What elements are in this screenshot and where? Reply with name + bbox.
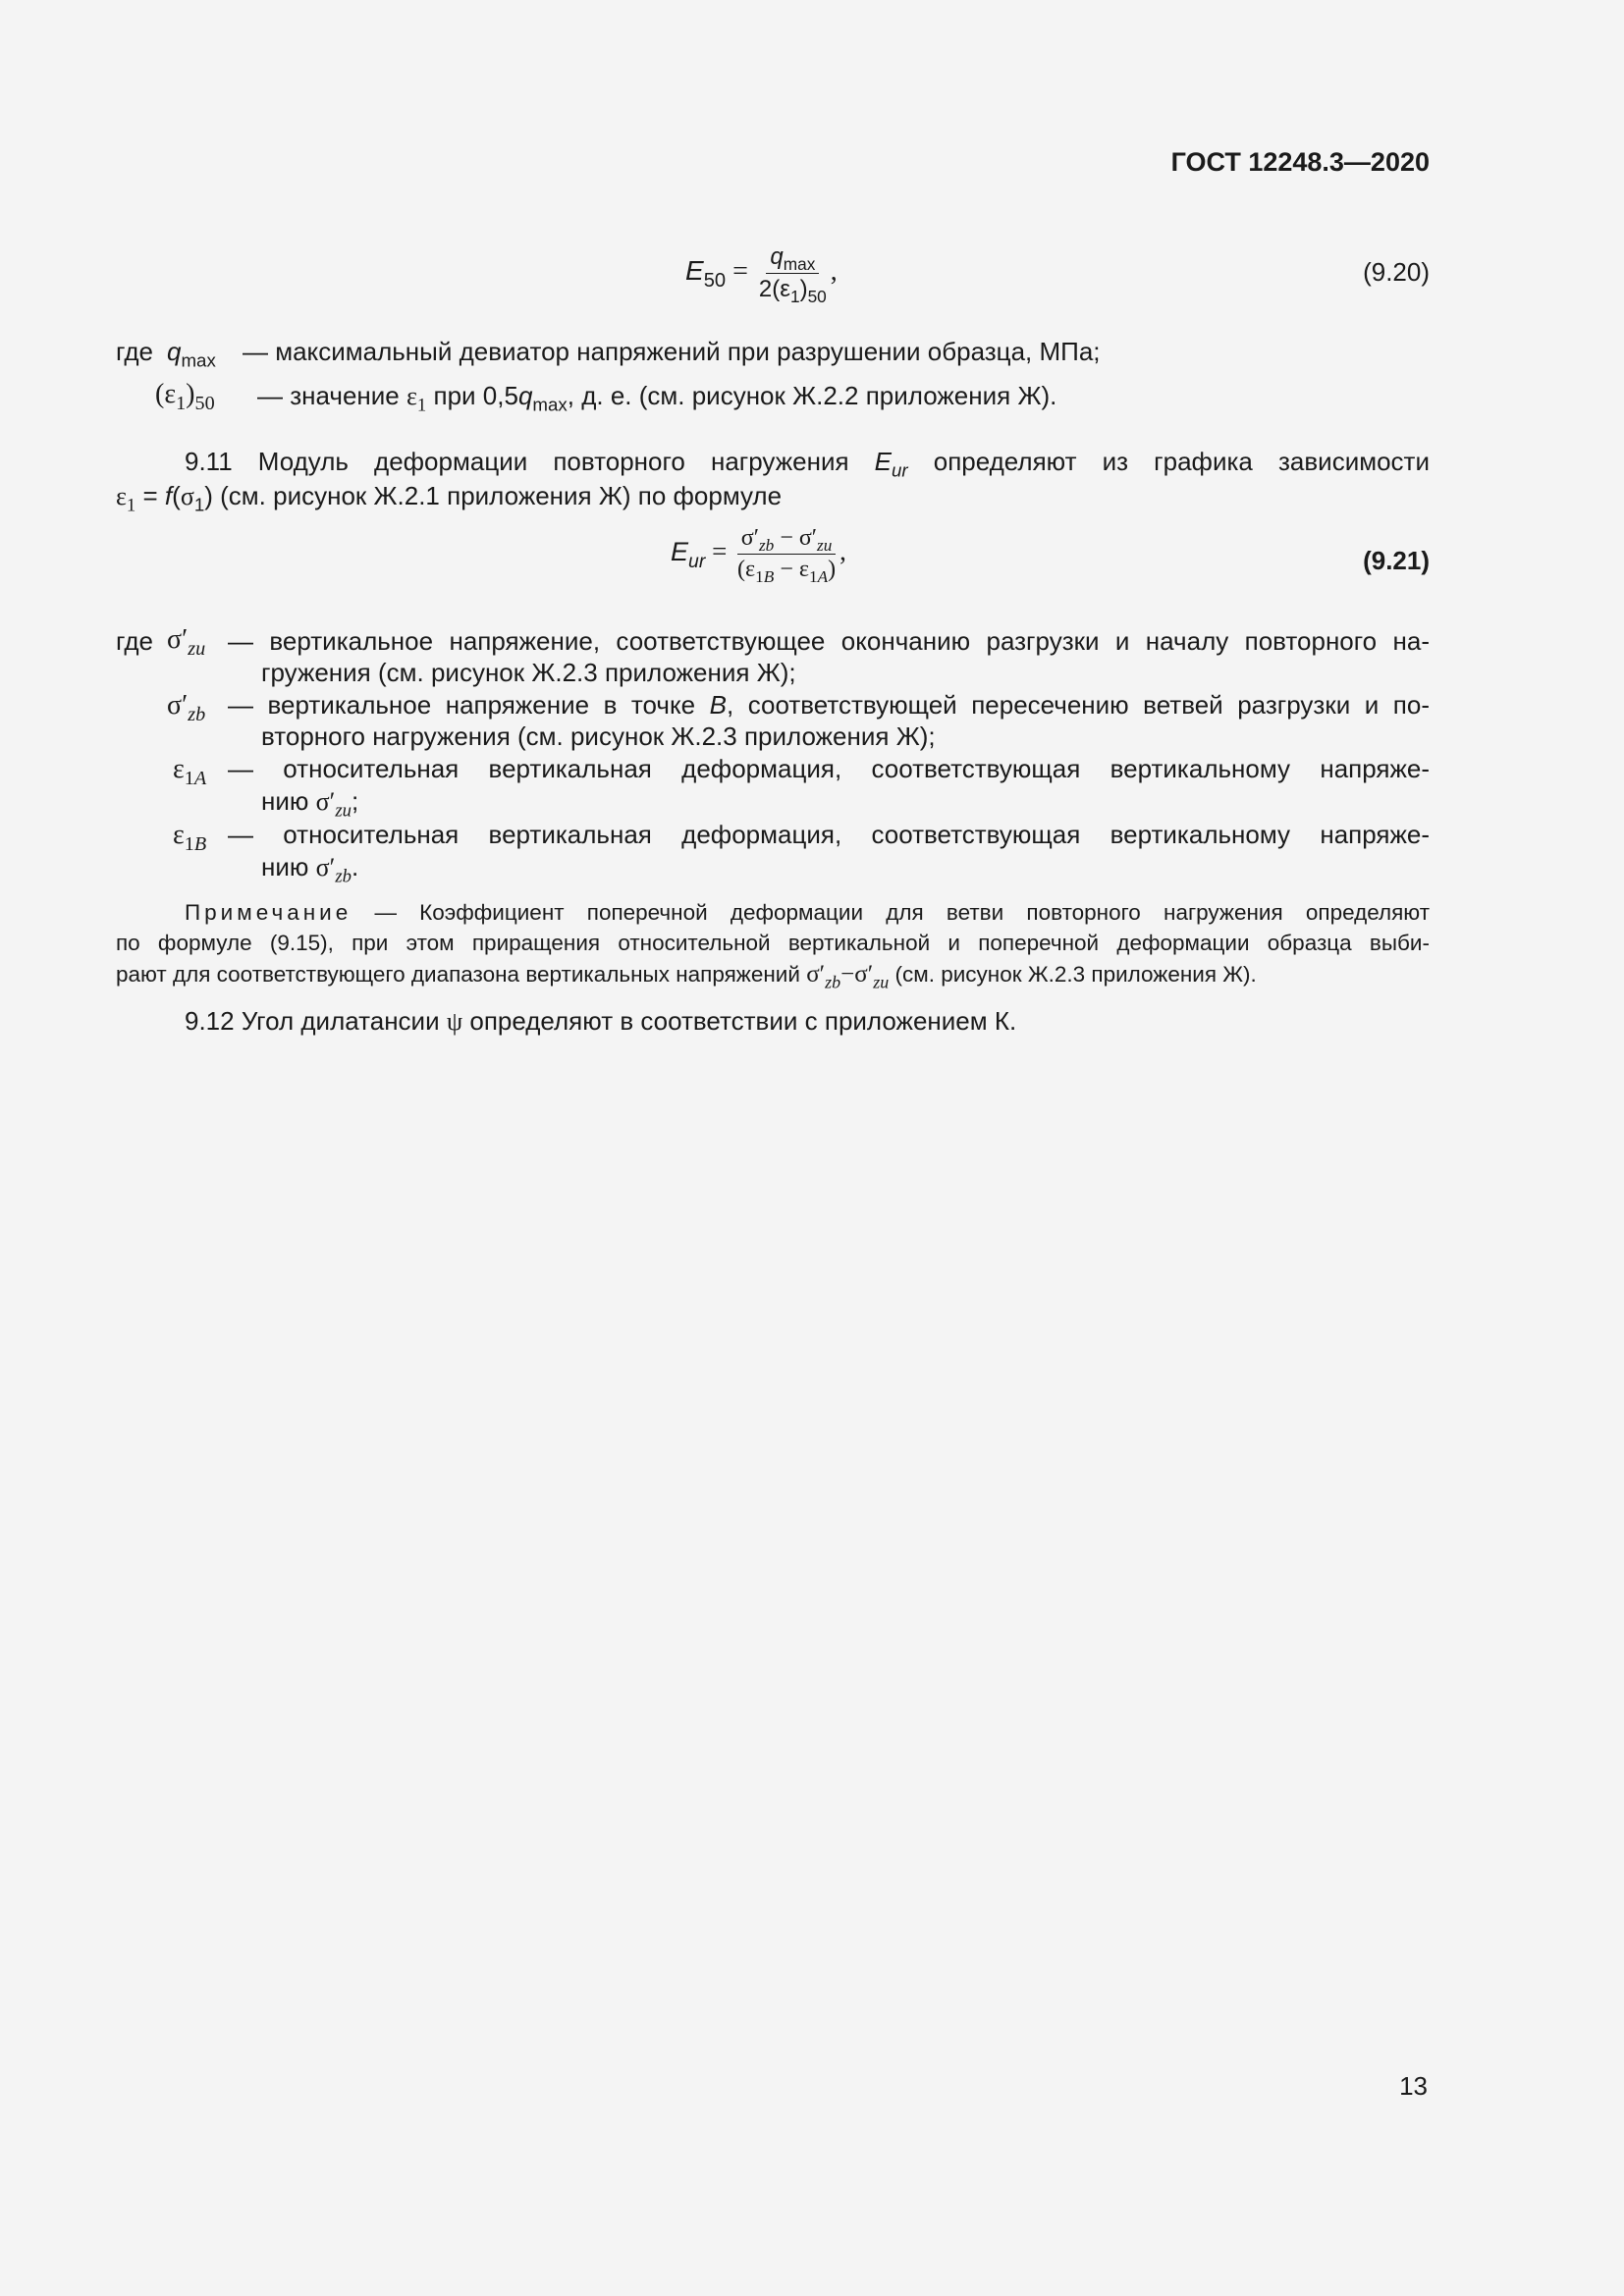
symbol-sigma-zb: $\sigma'_{zb}$ — [167, 690, 206, 726]
sigma-zu-desc-line1: — вертикальное напряжение, соответствующее окончанию разгрузки и началу повторного на- — [228, 626, 1430, 656]
paragraph-9-12: 9.12 Угол дилатансии ψ определяют в соответствии с приложением К. — [185, 1006, 1017, 1036]
note-line2: по формуле (9.15), при этом приращения относительной вертикальной и поперечной деформации образца выби- — [116, 931, 1430, 955]
note-line3: рают для соответствующего диапазона вертикальных напряжений $\sigma'_{zb}-\sigma'_{zu}$ (см. рисунок Ж.2.3 приложения Ж). — [116, 961, 1257, 992]
eps-1b-desc-line2: нию $\sigma'_{zb}$. — [261, 852, 359, 887]
sigma-zu-desc-line2: гружения (см. рисунок Ж.2.3 приложения Ж); — [261, 658, 796, 687]
paragraph-9-11-line1: 9.11 Модуль деформации повторного нагружения $E_{ur}$ определяют из графика зависимости — [185, 447, 1430, 481]
eps-1a-desc-line1: — относительная вертикальная деформация, соответствующая вертикальному напряже- — [228, 754, 1430, 783]
sigma-zb-desc-line1: — вертикальное напряжение в точке B, соответствующей пересечению ветвей разгрузки и по- — [228, 690, 1430, 720]
symbol-eps1-50: $(\varepsilon_1)_{50}$ — [155, 379, 215, 415]
q-max-description: — максимальный девиатор напряжений при разрушении образца, МПа; — [243, 337, 1101, 366]
symbol-q-max: $q_{max}$ — [167, 337, 216, 371]
eps-1b-desc-line1: — относительная вертикальная деформация, соответствующая вертикальному напряже- — [228, 820, 1430, 849]
where-label: где — [116, 337, 153, 366]
symbol-sigma-zu: $\sigma'_{zu}$ — [167, 624, 206, 661]
formula-9-20: $E_{50}$ = $\frac{q_{max}}{2(\varepsilon_1)_{50}}$ , — [685, 243, 838, 307]
note-line1: Примечание — Коэффициент поперечной деформации для ветви повторного нагружения определяют — [185, 900, 1430, 925]
eps-1a-desc-line2: нию $\sigma'_{zu}$; — [261, 786, 359, 822]
symbol-eps-1b: $\varepsilon_{1B}$ — [173, 820, 207, 856]
formula-9-21: $E_{ur}$ = $\frac{\sigma'_{zb} - \sigma'_{zu}}{(\varepsilon_{1B} - \varepsilon_{1A})}$ , — [671, 525, 846, 587]
equation-number: (9.20) — [1363, 257, 1430, 287]
eps-50-description: — значение $\varepsilon_1$ при $0,5q_{max}$, д. е. (см. рисунок Ж.2.2 приложения Ж). — [257, 381, 1057, 416]
document-id: ГОСТ 12248.3—2020 — [1170, 147, 1430, 177]
equation-number-bold: (9.21) — [1363, 546, 1430, 575]
paragraph-9-11-line2: $\varepsilon_1 = f(\sigma_1)$ (см. рисунок Ж.2.1 приложения Ж) по формуле — [116, 481, 783, 516]
sigma-zb-desc-line2: вторного нагружения (см. рисунок Ж.2.3 приложения Ж); — [261, 721, 936, 751]
symbol-eps-1a: $\varepsilon_{1A}$ — [173, 754, 207, 790]
page-number: 13 — [1399, 2071, 1428, 2101]
where-label-2: где — [116, 626, 153, 656]
